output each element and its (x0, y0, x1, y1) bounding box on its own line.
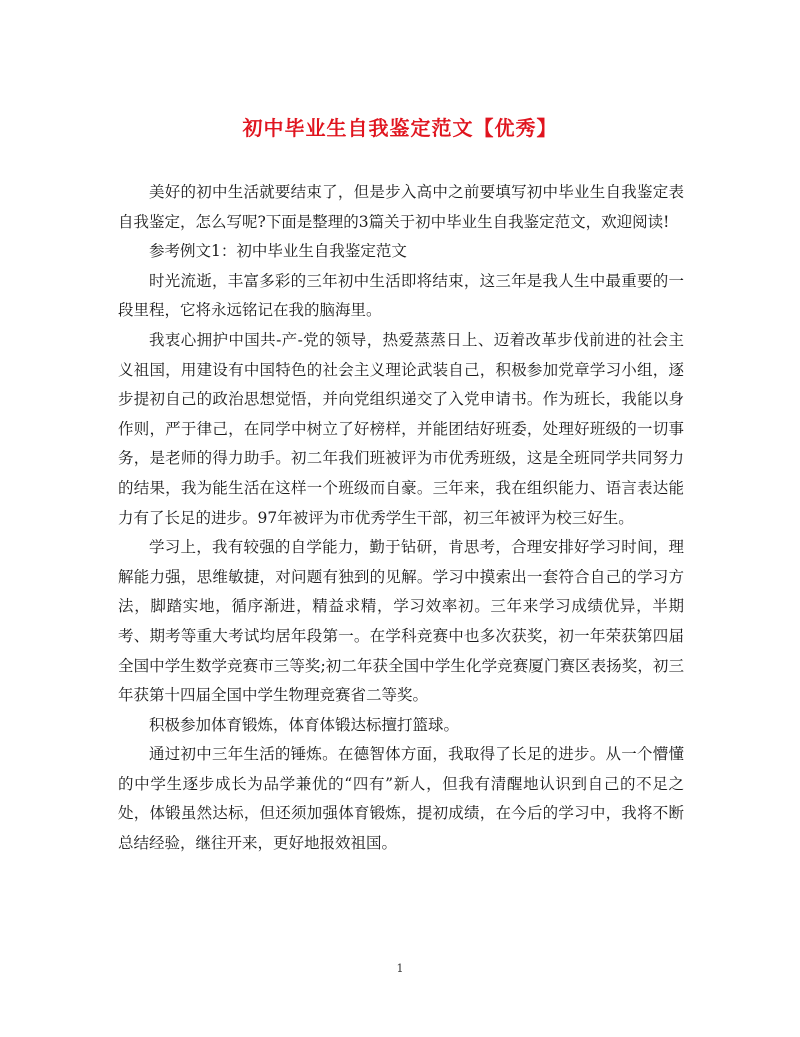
body-paragraph: 我衷心拥护中国共-产-党的领导，热爱蒸蒸日上、迈着改革步伐前进的社会主义祖国，用建设有中国特色的社会主义理论武装自己，积极参加党章学习小组，逐步提初自己的政治思想觉悟，并向党组织递交了入党申请书。作为班长，我能以身作则，严于律己，在同学中树立了好榜样，并能团结好班委，处理好班级的一切事务，是老师的得力助手。初二年我们班被评为市优秀班级，这是全班同学共同努力的结果，我为能生活在这样一个班级而自豪。三年来，我在组织能力、语言表达能力有了长足的进步。97年被评为市优秀学生干部，初三年被评为校三好生。 (118, 330, 684, 527)
intro-paragraph: 美好的初中生活就要结束了，但是步入高中之前要填写初中毕业生自我鉴定表自我鉴定，怎么写呢?下面是整理的3篇关于初中毕业生自我鉴定范文，欢迎阅读! (118, 183, 684, 231)
body-paragraph: 时光流逝，丰富多彩的三年初中生活即将结束，这三年是我人生中最重要的一段里程，它将永远铭记在我的脑海里。 (118, 271, 684, 320)
body-paragraph: 通过初中三年生活的锤炼。在德智体方面，我取得了长足的进步。从一个懵懂的中学生逐步成长为品学兼优的“四有”新人，但我有清醒地认识到自己的不足之处，体锻虽然达标，但还须加强体育锻炼，提初成绩，在今后的学习中，我将不断总结经验，继往开来，更好地报效祖国。 (118, 745, 684, 853)
body-paragraph: 积极参加体育锻炼，体育体锻达标擅打篮球。 (149, 715, 460, 734)
document-title: 初中毕业生自我鉴定范文【优秀】 (242, 116, 558, 140)
body-paragraph: 学习上，我有较强的自学能力，勤于钻研，肯思考，合理安排好学习时间，理解能力强，思维敏捷，对问题有独到的见解。学习中摸索出一套符合自己的学习方法，脚踏实地，循序渐进，精益求精，学习效率初。三年来学习成绩优异，半期考、期考等重大考试均居年段第一。在学科竞赛中也多次获奖，初一年荣获第四届全国中学生数学竞赛市三等奖;初二年获全国中学生化学竞赛厦门赛区表扬奖，初三年获第十四届全国中学生物理竞赛省二等奖。 (118, 538, 684, 705)
page-number: 1 (396, 962, 404, 975)
document-body (118, 178, 684, 859)
example-heading: 参考例文1：初中毕业生自我鉴定范文 (149, 242, 407, 261)
